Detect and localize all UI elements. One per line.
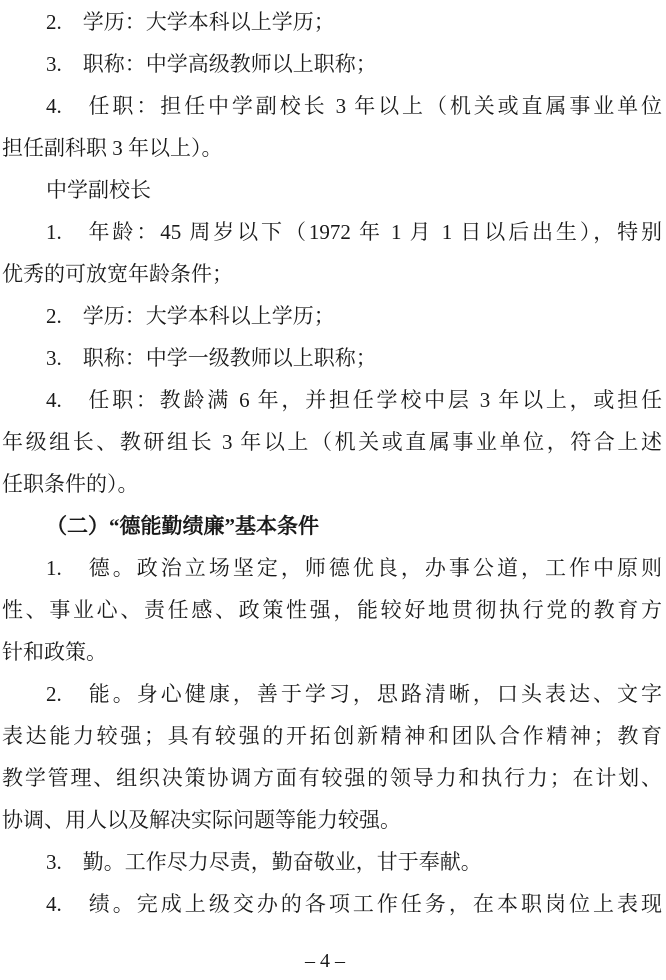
text-line: 2. 能。身心健康，善于学习，思路清晰，口头表达、文字 xyxy=(46,682,662,706)
section-heading: （二）“德能勤绩廉”基本条件 xyxy=(46,514,319,538)
page-number: – 4 – xyxy=(305,950,345,972)
document-body xyxy=(2,1,662,925)
text-line: 2. 学历：大学本科以上学历； xyxy=(46,10,335,34)
text-line: 1. 德。政治立场坚定，师德优良，办事公道，工作中原则 xyxy=(46,556,662,580)
text-line: 中学副校长 xyxy=(46,178,151,202)
text-line: 3. 职称：中学高级教师以上职称； xyxy=(46,52,377,76)
text-line: 3. 职称：中学一级教师以上职称； xyxy=(46,346,377,370)
text-line: 表达能力较强；具有较强的开拓创新精神和团队合作精神；教育 xyxy=(2,724,662,748)
text-line: 1. 年龄：45 周岁以下（1972 年 1 月 1 日以后出生），特别 xyxy=(46,220,662,244)
text-line: 优秀的可放宽年龄条件； xyxy=(2,262,233,286)
text-line: 2. 学历：大学本科以上学历； xyxy=(46,304,335,328)
text-line: 针和政策。 xyxy=(2,640,107,664)
text-line: 4. 任职：教龄满 6 年，并担任学校中层 3 年以上，或担任 xyxy=(46,388,662,412)
text-line: 年级组长、教研组长 3 年以上（机关或直属事业单位，符合上述 xyxy=(2,430,662,454)
text-line: 4. 绩。完成上级交办的各项工作任务，在本职岗位上表现 xyxy=(46,892,662,916)
text-line: 性、事业心、责任感、政策性强，能较好地贯彻执行党的教育方 xyxy=(2,598,662,622)
text-line: 4. 任职：担任中学副校长 3 年以上（机关或直属事业单位 xyxy=(46,94,662,118)
text-line: 担任副科职 3 年以上）。 xyxy=(2,136,223,160)
text-line: 教学管理、组织决策协调方面有较强的领导力和执行力；在计划、 xyxy=(2,766,662,790)
text-line: 任职条件的）。 xyxy=(2,472,139,496)
text-line: 3. 勤。工作尽力尽责，勤奋敬业，甘于奉献。 xyxy=(46,850,482,874)
text-line: 协调、用人以及解决实际问题等能力较强。 xyxy=(2,808,401,832)
